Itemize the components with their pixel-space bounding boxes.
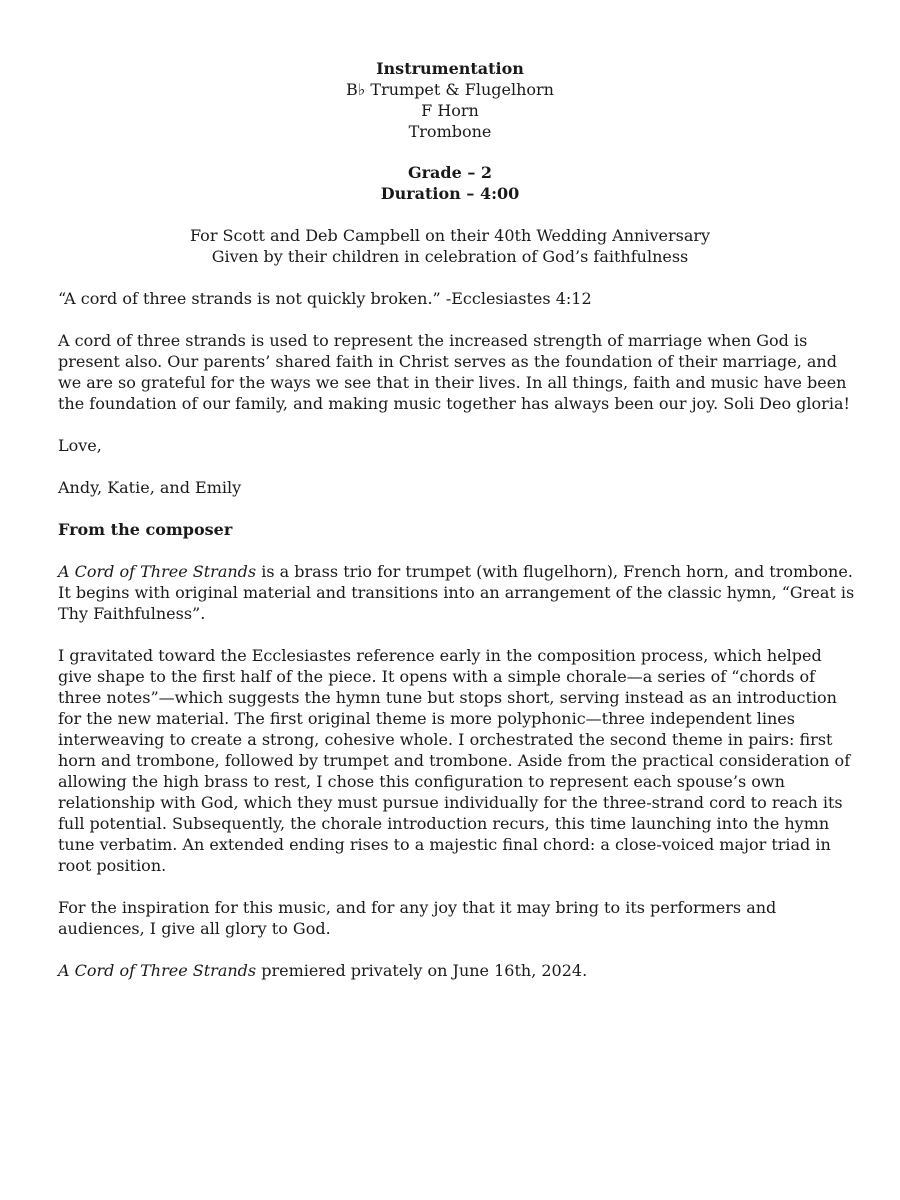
grade-duration-section [0,162,900,204]
composer-paragraph-3: For the inspiration for this music, and for any joy that it may bring to its performers and audiences, I give all glory to God. [58,898,777,938]
composer-paragraph-2: I gravitated toward the Ecclesiastes reference early in the composition process, which helped give shape to the first half of the piece. It opens with a simple chorale—a series of “chords of three notes”—which suggests the hymn tune but stops short, serving instead as an introduction for the new material. The first original theme is more polyphonic—three independent lines interweaving to create a strong, cohesive whole. I orchestrated the second theme in pairs: first horn and trombone, followed by trumpet and trombone. Aside from the practical consideration of allowing the high brass to rest, I chose this configuration to represent each spouse’s own relationship with God, which they must pursue individually for the three-strand cord to reach its full potential. Subsequently, the chorale introduction recurs, this time launching into the hymn tune verbatim. An extended ending rises to a majestic final chord: a close-voiced major triad in root position. [58,646,851,875]
composer-paragraph-1-text: is a brass trio for trumpet (with flugelhorn), French horn, and trombone. It begins with original material and transitions into an arrangement of the classic hymn, “Great is Thy Faithfulness”. [58,562,855,623]
signers: Andy, Katie, and Emily [58,478,242,497]
closing-love: Love, [58,436,102,455]
instrumentation-heading: Instrumentation [376,59,524,78]
duration-label: Duration – 4:00 [380,184,520,203]
body-content [58,288,858,981]
family-note: A cord of three strands is used to represent the increased strength of marriage when God is present also. Our parents’ shared faith in Christ serves as the foundation of their marriage, and we are so grateful for the ways we see that in their lives. In all things, faith and music have been the foundation of our family, and making music together has always been our joy. Soli Deo gloria! [58,331,850,413]
instrument-trumpet: B♭ Trumpet & Flugelhorn [346,80,554,99]
instrumentation-section [0,58,900,142]
instrument-trombone: Trombone [408,122,492,141]
scripture-quote: “A cord of three strands is not quickly broken.” -Ecclesiastes 4:12 [58,289,592,308]
instrument-horn: F Horn [421,101,479,120]
premiere-note [58,960,858,981]
premiere-text: premiered privately on June 16th, 2024. [256,961,588,980]
composer-heading: From the composer [58,520,233,539]
dedication-line-1: For Scott and Deb Campbell on their 40th Wedding Anniversary [189,226,711,245]
premiere-piece-title: A Cord of Three Strands [58,961,257,980]
composer-paragraph-1 [58,561,858,624]
piece-title: A Cord of Three Strands [58,562,257,581]
grade-label: Grade – 2 [407,163,493,182]
dedication-line-2: Given by their children in celebration of God’s faithfulness [211,247,689,266]
dedication-section [0,225,900,267]
